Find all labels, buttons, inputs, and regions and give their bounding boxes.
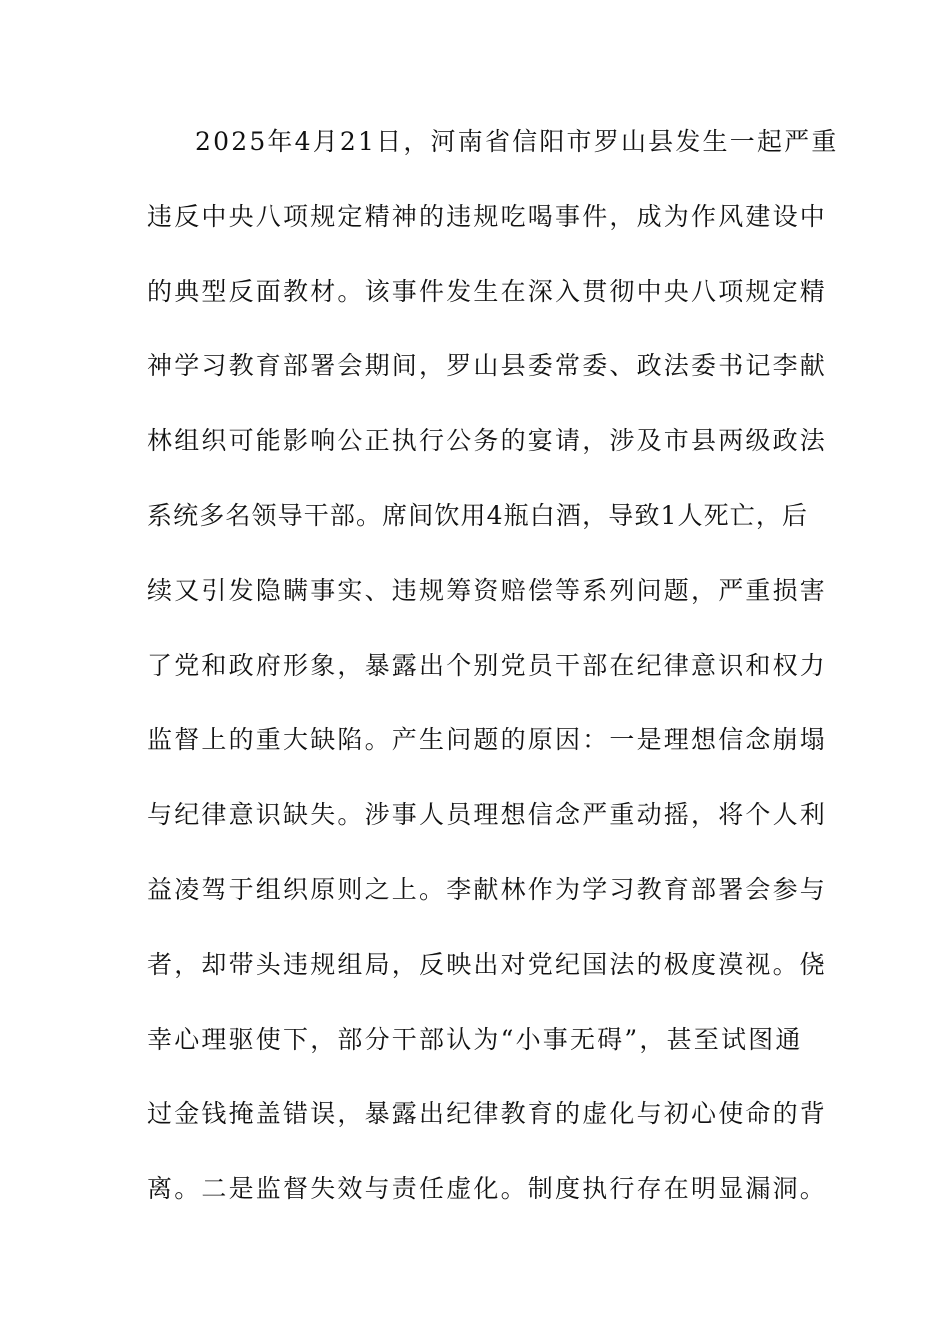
- paragraph-line: 林组织可能影响公正执行公务的宴请，涉及市县两级政法: [147, 426, 828, 456]
- paragraph-line: 了党和政府形象，暴露出个别党员干部在纪律意识和权力: [147, 650, 828, 680]
- paragraph-line: 与纪律意识缺失。涉事人员理想信念严重动摇，将个人利: [147, 800, 828, 830]
- paragraph-line: 过金钱掩盖错误，暴露出纪律教育的虚化与初心使命的背: [147, 1099, 828, 1129]
- paragraph-line: 神学习教育部署会期间，罗山县委常委、政法委书记李献: [147, 351, 828, 381]
- paragraph-line: 2025年4月21日，河南省信阳市罗山县发生一起严重: [195, 127, 839, 156]
- paragraph-line: 续又引发隐瞒事实、违规筹资赔偿等系列问题，严重损害: [147, 575, 828, 605]
- paragraph-line: 益凌驾于组织原则之上。李献林作为学习教育部署会参与: [147, 874, 828, 904]
- paragraph-line: 违反中央八项规定精神的违规吃喝事件，成为作风建设中: [147, 201, 828, 231]
- document-body: [147, 120, 839, 1242]
- paragraph-line: 监督上的重大缺陷。产生问题的原因：一是理想信念崩塌: [147, 725, 828, 755]
- paragraph-line: 系统多名领导干部。席间饮用4瓶白酒，导致1人死亡，后: [147, 500, 807, 530]
- paragraph-line: 的典型反面教材。该事件发生在深入贯彻中央八项规定精: [147, 276, 828, 306]
- paragraph-line: 者，却带头违规组局，反映出对党纪国法的极度漠视。侥: [147, 949, 828, 979]
- paragraph-line: 幸心理驱使下，部分干部认为“小事无碍”，甚至试图通: [147, 1024, 803, 1054]
- paragraph-line: 离。二是监督失效与责任虚化。制度执行存在明显漏洞。: [147, 1174, 828, 1204]
